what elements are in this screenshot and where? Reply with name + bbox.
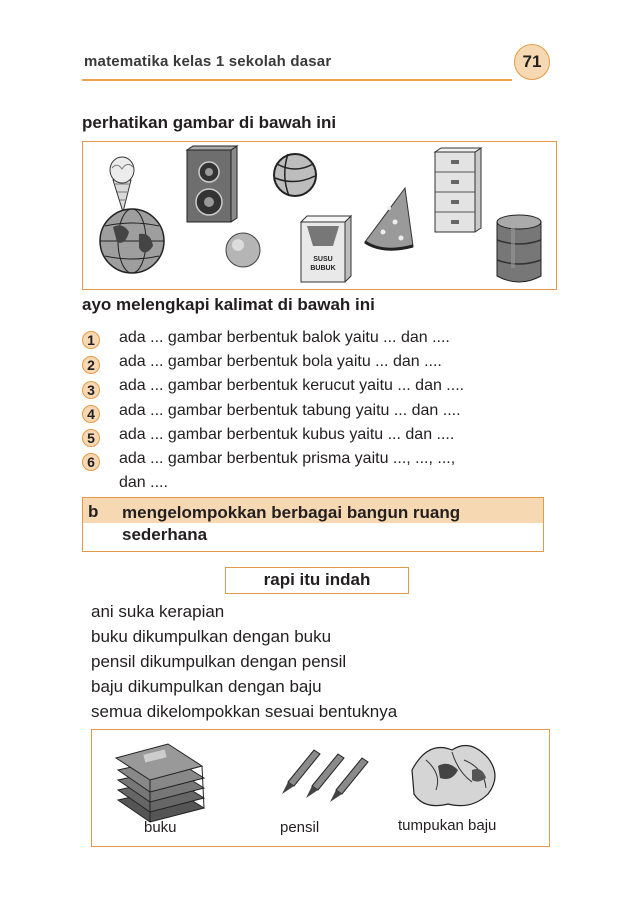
fill-in-sentence-continuation: dan ....: [119, 474, 168, 491]
item-number-badge: 6: [82, 453, 100, 471]
fill-in-sentence: ada ... gambar berbentuk kerucut yaitu ... dan ....: [119, 377, 465, 394]
basketball-icon: [274, 154, 316, 196]
section-b-heading: [122, 502, 460, 546]
page-number-badge: 71: [514, 44, 550, 80]
book-header-title: matematika kelas 1 sekolah dasar: [84, 53, 332, 70]
story-title: rapi itu indah: [263, 570, 371, 589]
fill-in-title: ayo melengkapi kalimat di bawah ini: [82, 295, 375, 314]
ice-cream-cone-icon: [110, 157, 134, 212]
section-b-heading-line2: sederhana: [122, 525, 208, 544]
clothes-pile-icon: [412, 746, 495, 806]
fill-in-sentence: ada ... gambar berbentuk kubus yaitu ... dan ....: [119, 426, 455, 443]
pencils-icon: [282, 750, 368, 802]
story-line: buku dikumpulkan dengan buku: [91, 627, 332, 646]
section-b-heading-line1: mengelompokkan berbagai bangun ruang: [122, 503, 461, 522]
group-caption-tumpukan-baju: tumpukan baju: [398, 817, 497, 834]
story-line: baju dikumpulkan dengan baju: [91, 677, 322, 696]
group-caption-pensil: pensil: [280, 819, 320, 836]
globe-icon: [100, 209, 164, 273]
filing-cabinet-icon: [435, 148, 481, 232]
header-divider: [82, 79, 512, 81]
group-caption-buku: buku: [144, 819, 177, 836]
objects-picture-box: [82, 141, 557, 290]
fill-in-sentence: ada ... gambar berbentuk tabung yaitu ... dan ....: [119, 402, 461, 419]
item-number-badge: 4: [82, 405, 100, 423]
item-number-badge: 5: [82, 429, 100, 447]
fill-in-sentence: ada ... gambar berbentuk bola yaitu ... dan ....: [119, 353, 442, 370]
speaker-icon: [187, 146, 237, 222]
item-number-badge: 1: [82, 331, 100, 349]
story-line: ani suka kerapian: [91, 602, 225, 621]
svg-text:SUSU: SUSU: [313, 256, 333, 263]
svg-text:BUBUK: BUBUK: [310, 265, 336, 272]
milk-box-icon: [301, 216, 351, 282]
fill-in-sentence: ada ... gambar berbentuk prisma yaitu ..., ..., ...,: [119, 450, 456, 467]
fill-in-sentence: ada ... gambar berbentuk balok yaitu ... dan ....: [119, 329, 450, 346]
ball-icon: [226, 233, 260, 267]
section-b-letter: b: [88, 502, 99, 521]
grouping-picture-box: [91, 729, 550, 847]
item-number-badge: 2: [82, 356, 100, 374]
story-line: semua dikelompokkan sesuai bentuknya: [91, 702, 398, 721]
picture-instruction: perhatikan gambar di bawah ini: [82, 113, 337, 132]
party-hat-icon: [365, 188, 413, 249]
barrel-icon: [497, 215, 541, 282]
story-line: pensil dikumpulkan dengan pensil: [91, 652, 347, 671]
books-stack-icon: [116, 744, 204, 822]
item-number-badge: 3: [82, 381, 100, 399]
